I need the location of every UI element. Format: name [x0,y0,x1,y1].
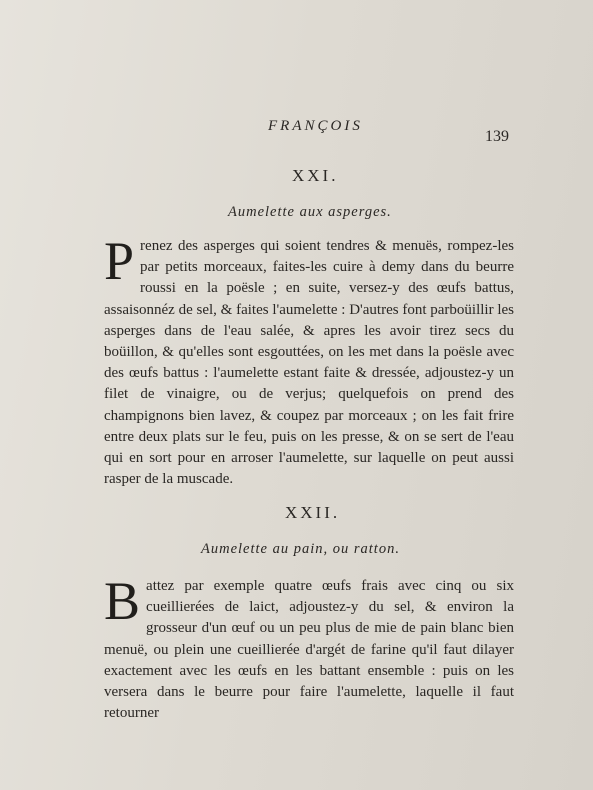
paragraph-text: attez par exemple quatre œufs frais avec cinq ou six cueillierées de laict, adjoustez-y du sel, & environ la grosseur d'un œuf ou un peu plus de mie de pain blanc bien menuë, ou plein une cueillierée d'argét de farine qu'il faut dilayer exactement avec les œufs en les battant ensemble : puis on les versera dans le beurre pour faire l'aumelette, laquelle il faut retourner [104,578,514,722]
page-number: 139 [485,128,509,145]
paragraph-text: renez des asperges qui soient tendres & menuës, rompez-les par petits morceaux, faites-les cuire à demy dans du beurre roussi en la poësle ; en suite, versez-y des œufs battus, assaisonnéz de sel, & faites l'aumelette : D'autres font parboüillir les asperges dans de l'eau salée, & apres les avoir tirez secs du boüillon, & qu'elles sont esgouttées, on les met dans la poësle avec des œufs battus : l'aumelette estant faite & dressée, adjoustez-y un filet de vinaigre, ou de verjus; quelquefois on prend des champignons bien lavez, & coupez par morceaux ; on les fait frire entre deux plats sur le feu, puis on les presse, & on se sert de l'eau qui en sort pour en arroser l'aumelette, sur laquelle on peut aussi rasper de la muscade. [104,238,514,488]
section-title: Aumelette aux asperges. [228,204,392,220]
section-title: Aumelette au pain, ou ratton. [201,541,400,557]
drop-cap: P [104,231,135,291]
running-header: FRANÇOIS [268,118,363,134]
drop-cap: B [104,571,141,631]
section-number: XXII. [285,503,341,522]
section-number: XXI. [292,166,339,185]
section-body [104,571,514,724]
section-body [104,231,514,490]
